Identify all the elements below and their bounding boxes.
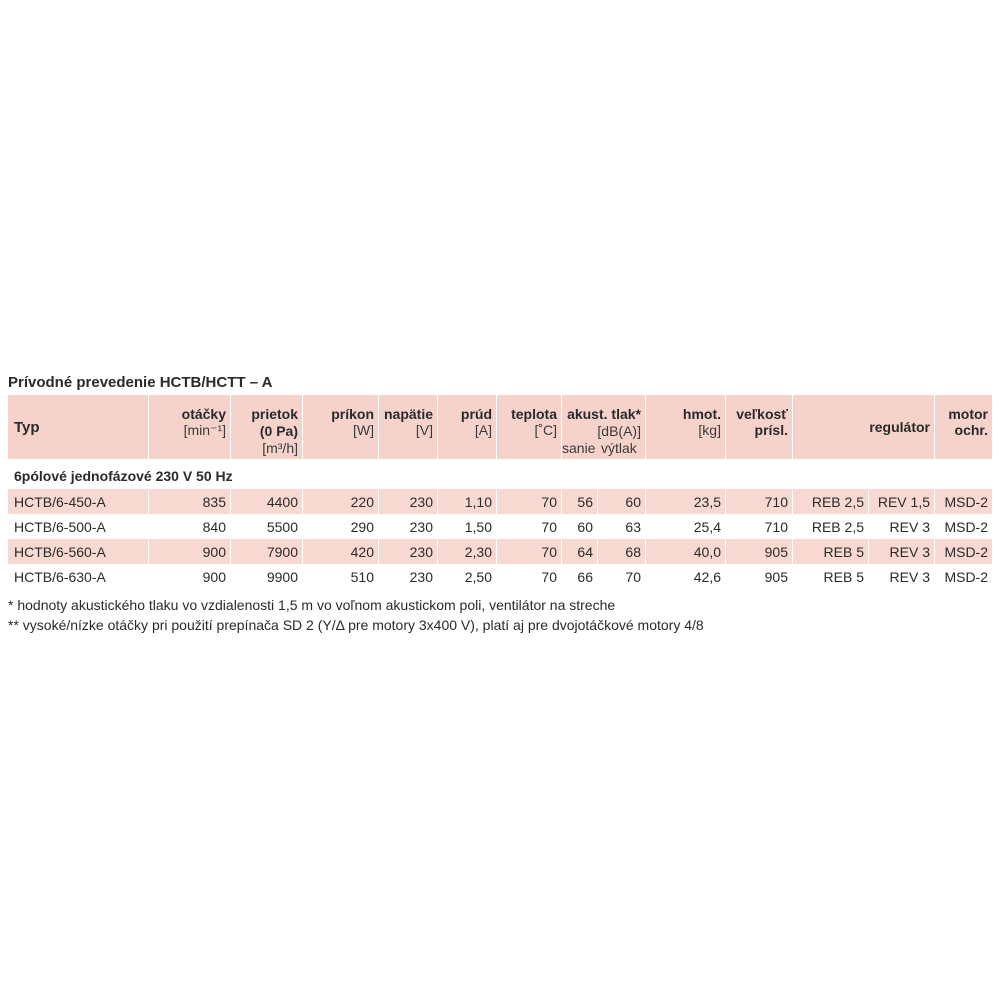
cell-velkost: 710	[725, 514, 792, 539]
table-body	[8, 459, 992, 589]
table-title: Prívodné prevedenie HCTB/HCTT – A	[8, 374, 273, 391]
cell-prietok: 5500	[230, 514, 302, 539]
cell-vytlak: 63	[597, 514, 645, 539]
header-motor-sub: ochr.	[934, 422, 992, 459]
header-velkost: veľkosť	[725, 395, 792, 422]
cell-otacky: 835	[148, 489, 230, 514]
header-hmot: hmot.	[645, 395, 725, 422]
cell-reg2: REV 3	[868, 539, 934, 564]
cell-teplota: 70	[496, 539, 561, 564]
footnotes	[8, 595, 992, 635]
spec-table	[8, 395, 992, 589]
header-vytlak: výtlak	[597, 440, 645, 459]
spec-sheet	[8, 373, 992, 635]
cell-otacky: 840	[148, 514, 230, 539]
header-hmot-unit: [kg]	[645, 422, 725, 459]
cell-prikon: 220	[302, 489, 378, 514]
header-prud-unit: [A]	[437, 422, 496, 459]
footnote-1: * hodnoty akustického tlaku vo vzdialenosti 1,5 m vo voľnom akustickom poli, ventilátor na streche	[8, 597, 616, 613]
header-napatie-unit: [V]	[378, 422, 437, 459]
cell-vytlak: 68	[597, 539, 645, 564]
cell-velkost: 710	[725, 489, 792, 514]
cell-vytlak: 60	[597, 489, 645, 514]
header-regulator: regulátor	[792, 395, 934, 459]
header-napatie: napätie	[378, 395, 437, 422]
header-prietok-sub: (0 Pa)	[230, 422, 302, 440]
table-header	[8, 395, 992, 459]
cell-reg1: REB 5	[792, 564, 868, 589]
header-teplota-unit: [˚C]	[496, 422, 561, 459]
cell-prud: 2,30	[437, 539, 496, 564]
cell-prud: 1,10	[437, 489, 496, 514]
cell-prietok: 9900	[230, 564, 302, 589]
cell-teplota: 70	[496, 489, 561, 514]
header-motor: motor	[934, 395, 992, 422]
cell-prietok: 4400	[230, 489, 302, 514]
header-sanie: sanie	[561, 440, 597, 459]
cell-teplota: 70	[496, 564, 561, 589]
header-otacky: otáčky	[148, 395, 230, 422]
cell-reg1: REB 2,5	[792, 514, 868, 539]
table-row	[8, 564, 992, 589]
header-prikon-unit: [W]	[302, 422, 378, 459]
group-label: 6pólové jednofázové 230 V 50 Hz	[14, 468, 233, 484]
cell-hmot: 40,0	[645, 539, 725, 564]
cell-teplota: 70	[496, 514, 561, 539]
cell-otacky: 900	[148, 539, 230, 564]
header-prietok-unit: [m³/h]	[230, 440, 302, 459]
header-prikon: príkon	[302, 395, 378, 422]
cell-otacky: 900	[148, 564, 230, 589]
header-velkost-sub: prísl.	[725, 422, 792, 459]
cell-hmot: 42,6	[645, 564, 725, 589]
cell-reg1: REB 2,5	[792, 489, 868, 514]
cell-typ: HCTB/6-500-A	[14, 518, 106, 535]
cell-sanie: 60	[561, 514, 597, 539]
header-otacky-unit: [min⁻¹]	[148, 422, 230, 459]
footnote-2: ** vysoké/nízke otáčky pri použití prepínača SD 2 (Y/Δ pre motory 3x400 V), platí aj pre dvojotáčkové motory 4/8	[8, 617, 704, 633]
cell-hmot: 23,5	[645, 489, 725, 514]
header-typ: Typ	[8, 395, 148, 459]
cell-motor: MSD-2	[934, 539, 992, 564]
cell-prud: 1,50	[437, 514, 496, 539]
table-row	[8, 489, 992, 514]
cell-prikon: 420	[302, 539, 378, 564]
cell-napatie: 230	[378, 514, 437, 539]
header-prud: prúd	[437, 395, 496, 422]
cell-reg2: REV 3	[868, 564, 934, 589]
cell-typ: HCTB/6-560-A	[8, 539, 148, 564]
cell-motor: MSD-2	[934, 564, 992, 589]
cell-prikon: 510	[302, 564, 378, 589]
cell-vytlak: 70	[597, 564, 645, 589]
cell-prud: 2,50	[437, 564, 496, 589]
cell-reg1: REB 5	[792, 539, 868, 564]
cell-sanie: 66	[561, 564, 597, 589]
header-prietok: prietok	[230, 395, 302, 422]
header-teplota: teplota	[496, 395, 561, 422]
cell-motor: MSD-2	[934, 514, 992, 539]
header-akust-unit: [dB(A)]	[561, 422, 645, 440]
cell-reg2: REV 1,5	[868, 489, 934, 514]
cell-typ: HCTB/6-630-A	[14, 568, 106, 585]
cell-prietok: 7900	[230, 539, 302, 564]
cell-sanie: 56	[561, 489, 597, 514]
header-akust: akust. tlak*	[561, 395, 645, 422]
cell-napatie: 230	[378, 564, 437, 589]
cell-reg2: REV 3	[868, 514, 934, 539]
table-row	[8, 514, 992, 539]
cell-hmot: 25,4	[645, 514, 725, 539]
cell-typ: HCTB/6-450-A	[8, 489, 148, 514]
cell-velkost: 905	[725, 564, 792, 589]
cell-napatie: 230	[378, 489, 437, 514]
cell-velkost: 905	[725, 539, 792, 564]
cell-prikon: 290	[302, 514, 378, 539]
cell-motor: MSD-2	[934, 489, 992, 514]
cell-sanie: 64	[561, 539, 597, 564]
table-row	[8, 539, 992, 564]
cell-napatie: 230	[378, 539, 437, 564]
